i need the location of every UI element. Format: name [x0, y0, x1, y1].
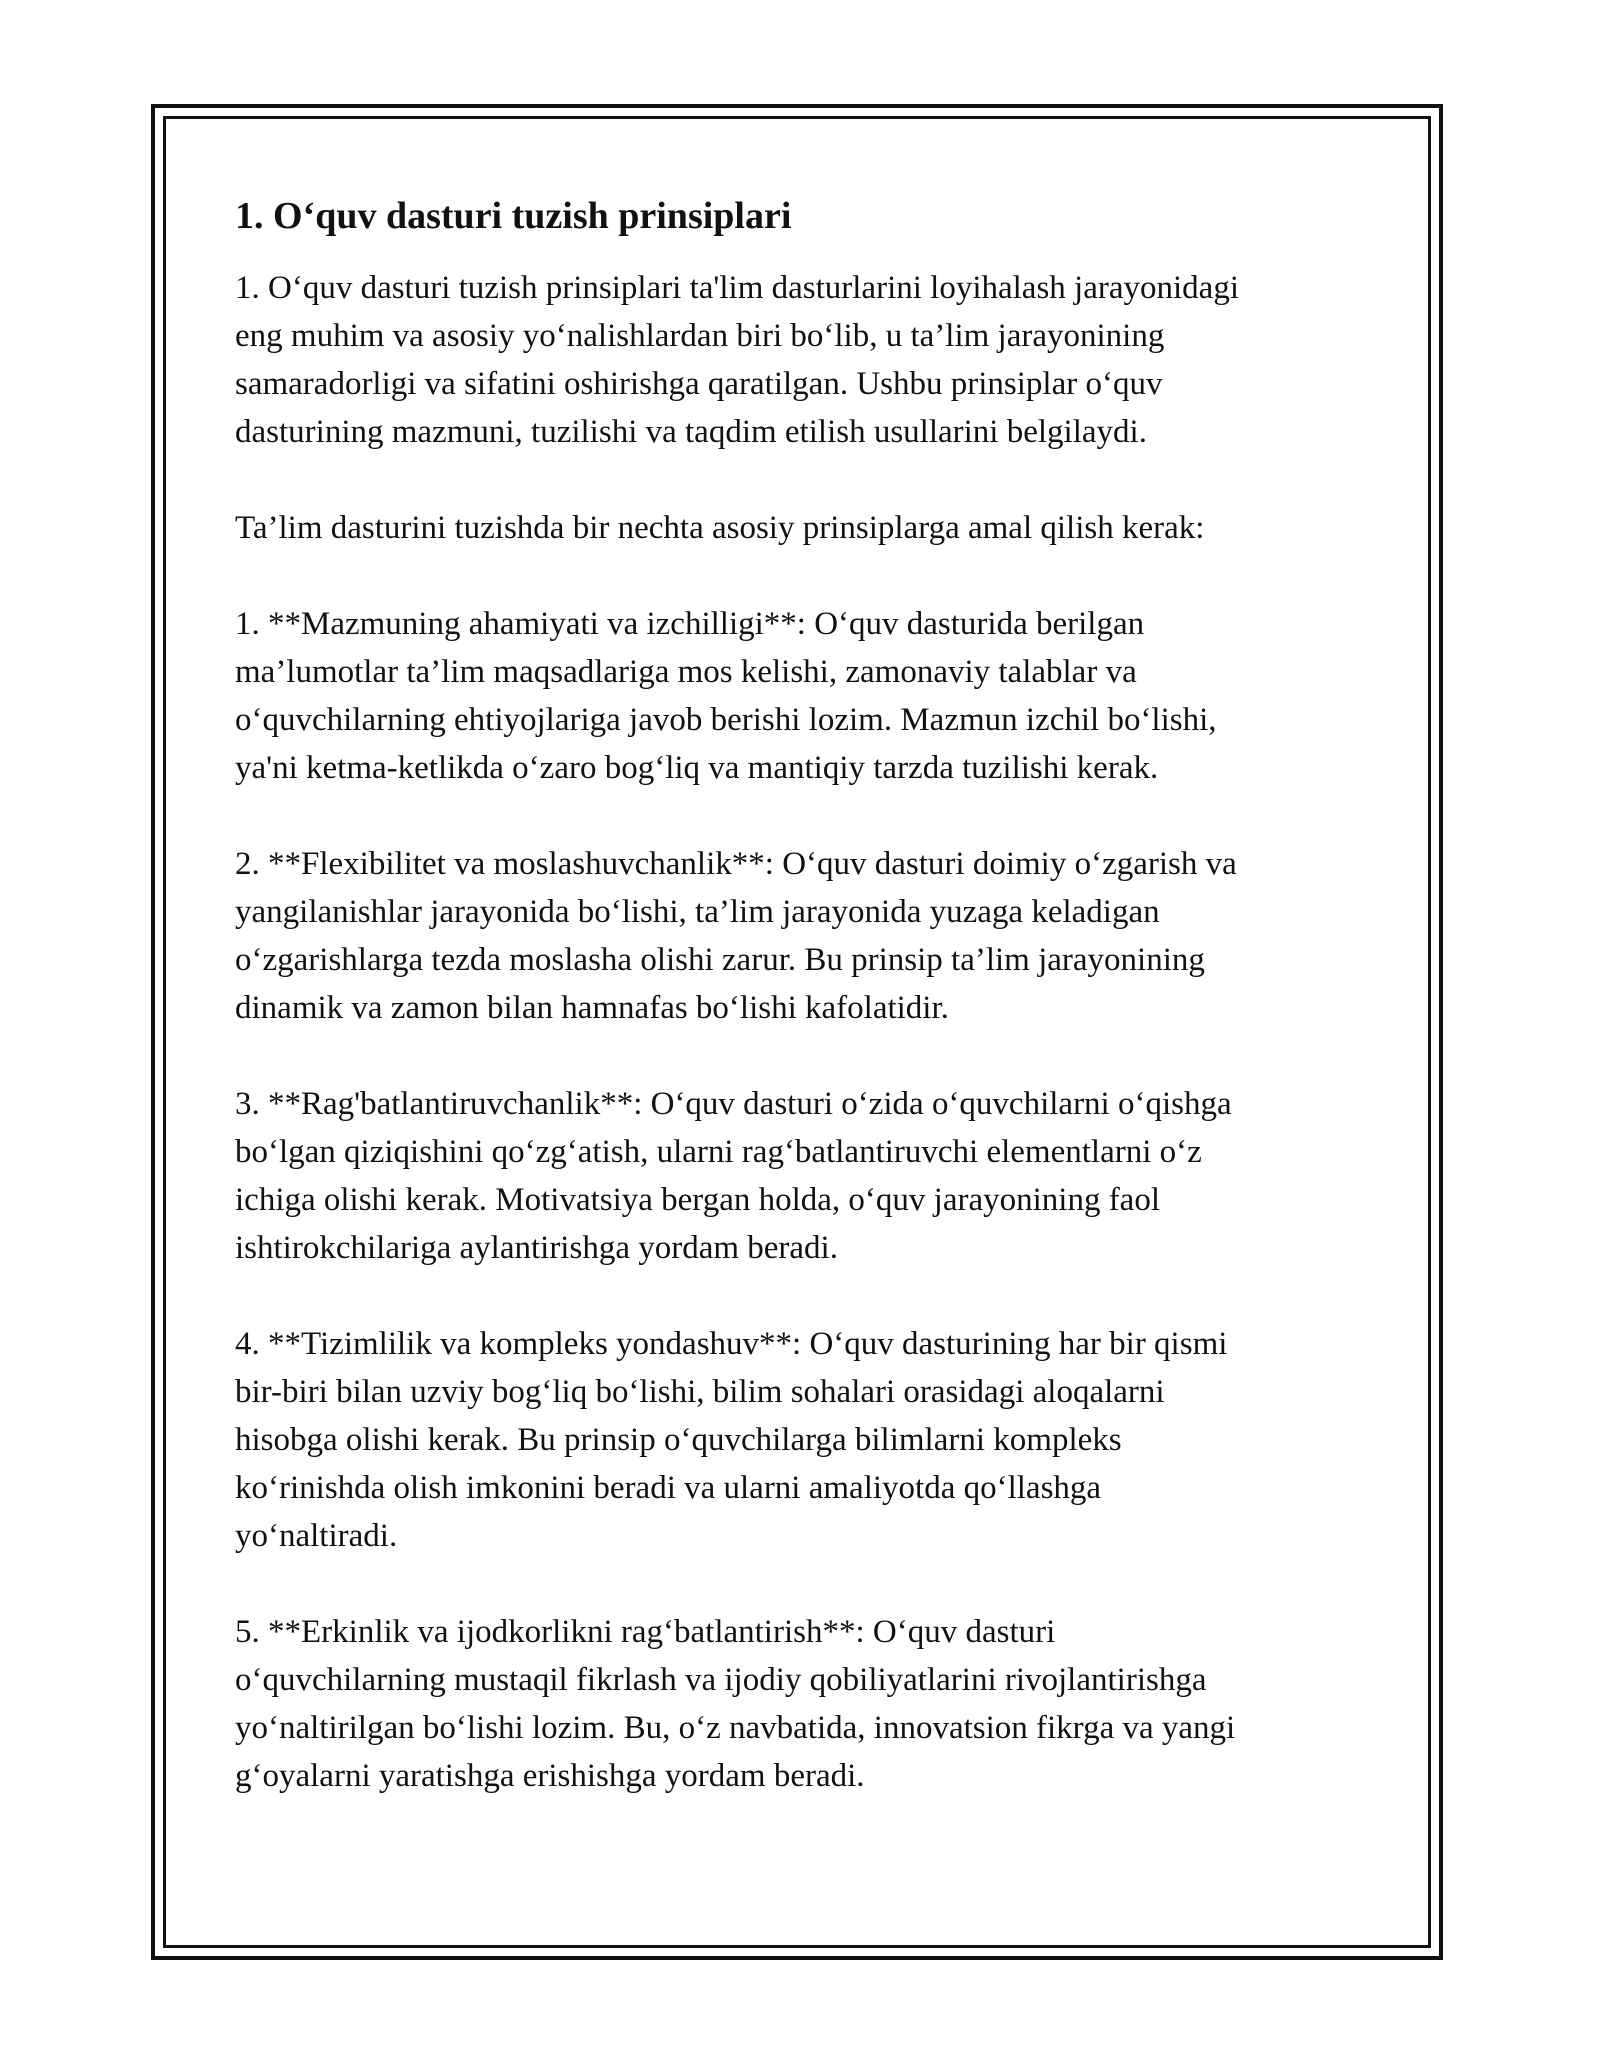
intro-paragraph: 1. O‘quv dasturi tuzish prinsiplari ta'lim dasturlarini loyihalash jarayonidagi eng muhim va asosiy yo‘nalishlardan biri bo‘lib, u ta’lim jarayonining samaradorligi va sifatini oshirishga qaratilgan. Ushbu prinsiplar o‘quv dasturining mazmuni, tuzilishi va taqdim etilish usullarini belgilaydi. [235, 270, 1239, 450]
document-title: 1. O‘quv dasturi tuzish prinsiplari [235, 195, 792, 237]
principle-1-paragraph: 1. **Mazmuning ahamiyati va izchilligi**: O‘quv dasturida berilgan ma’lumotlar ta’lim maqsadlariga mos kelishi, zamonaviy talablar va o‘quvchilarning ehtiyojlariga javob berishi lozim. Mazmun izchil bo‘lishi, ya'ni ketma-ketlikda o‘zaro bog‘liq va mantiqiy tarzda tuzilishi kerak. [235, 606, 1217, 786]
principle-5-paragraph: 5. **Erkinlik va ijodkorlikni rag‘batlantirish**: O‘quv dasturi o‘quvchilarning mustaqil fikrlash va ijodiy qobiliyatlarini rivojlantirishga yo‘naltirilgan bo‘lishi lozim. Bu, o‘z navbatida, innovatsion fikrga va yangi g‘oyalarni yaratishga erishishga yordam beradi. [235, 1614, 1236, 1794]
principle-2-paragraph: 2. **Flexibilitet va moslashuvchanlik**: O‘quv dasturi doimiy o‘zgarish va yangilanishlar jarayonida bo‘lishi, ta’lim jarayonida yuzaga keladigan o‘zgarishlarga tezda moslasha olishi zarur. Bu prinsip ta’lim jarayonining dinamik va zamon bilan hamnafas bo‘lishi kafolatidir. [235, 846, 1237, 1026]
principle-3-paragraph: 3. **Rag'batlantiruvchanlik**: O‘quv dasturi o‘zida o‘quvchilarni o‘qishga bo‘lgan qiziqishini qo‘zg‘atish, ularni rag‘batlantiruvchi elementlarni o‘z ichiga olishi kerak. Motivatsiya bergan holda, o‘quv jarayonining faol ishtirokchilariga aylantirishga yordam beradi. [235, 1086, 1232, 1266]
principle-4-paragraph: 4. **Tizimlilik va kompleks yondashuv**: O‘quv dasturining har bir qismi bir-biri bilan uzviy bog‘liq bo‘lishi, bilim sohalari orasidagi aloqalarni hisobga olishi kerak. Bu prinsip o‘quvchilarga bilimlarni kompleks ko‘rinishda olish imkonini beradi va ularni amaliyotda qo‘llashga yo‘naltiradi. [235, 1326, 1228, 1554]
document-body [235, 190, 1355, 1848]
principles-lead-paragraph: Ta’lim dasturini tuzishda bir nechta asosiy prinsiplarga amal qilish kerak: [235, 510, 1205, 546]
